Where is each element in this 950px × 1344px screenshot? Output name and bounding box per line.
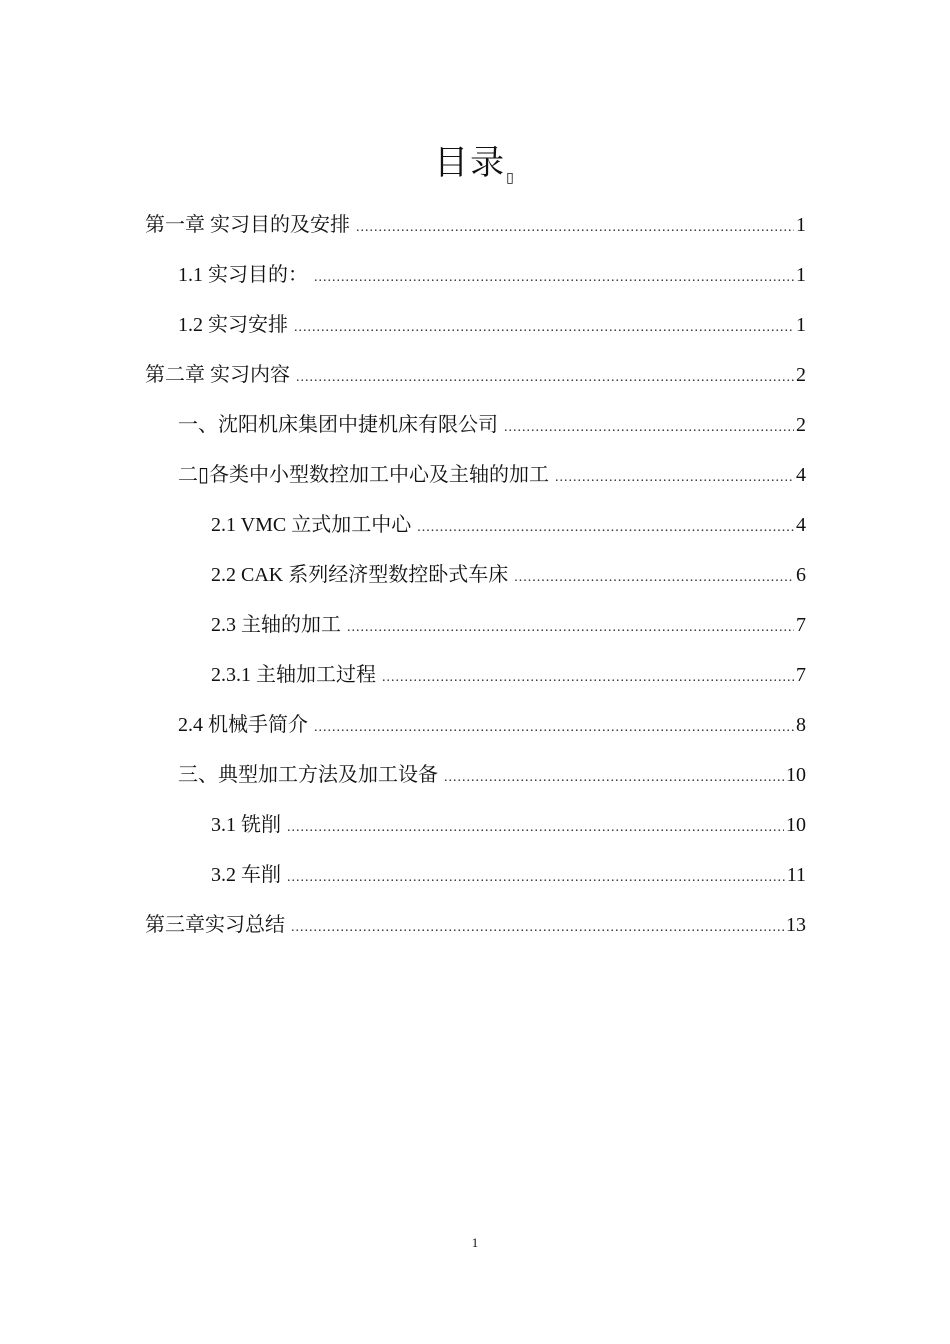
toc-entry-text: 2.1 VMC 立式加工中心 <box>211 514 412 536</box>
toc-dot-leader <box>294 303 794 353</box>
toc-entry-chapter-3[interactable] <box>145 900 806 950</box>
toc-entry-text: 第一章 实习目的及安排 <box>145 214 350 236</box>
toc-entry-2-3-1[interactable] <box>211 650 806 700</box>
toc-entry-page: 1 <box>796 264 806 286</box>
page-number: 1 <box>471 1235 479 1250</box>
toc-dot-leader <box>444 753 784 803</box>
toc-entry-text: 第二章 实习内容 <box>145 364 290 386</box>
toc-entry-text: 一、沈阳机床集团中捷机床有限公司 <box>178 414 498 436</box>
toc-dot-leader <box>514 553 794 603</box>
toc-dot-leader <box>314 253 794 303</box>
toc-entry-section-3[interactable] <box>178 750 806 800</box>
toc-dot-leader <box>314 703 794 753</box>
toc-entry-text: 2.3 主轴的加工 <box>211 614 341 636</box>
toc-title-text: 目录 <box>434 145 507 182</box>
toc-entry-1-1[interactable] <box>178 250 806 300</box>
toc-entry-page: 11 <box>786 864 806 886</box>
toc-entry-text: 二▯各类中小型数控加工中心及主轴的加工 <box>178 464 550 486</box>
toc-entry-3-2[interactable] <box>211 850 806 900</box>
toc-dot-leader <box>356 203 794 253</box>
toc-entry-page: 7 <box>796 664 806 686</box>
toc-entry-page: 2 <box>796 364 806 386</box>
toc-entry-page: 10 <box>786 764 806 786</box>
toc-dot-leader <box>347 603 794 653</box>
toc-dot-leader <box>287 803 784 853</box>
toc-entry-3-1[interactable] <box>211 800 806 850</box>
toc-entry-2-4[interactable] <box>178 700 806 750</box>
toc-entry-text: 2.3.1 主轴加工过程 <box>211 664 376 686</box>
toc-title <box>0 140 950 203</box>
toc-entry-page: 2 <box>796 414 806 436</box>
toc-entry-text: 第三章实习总结 <box>145 914 285 936</box>
toc-entry-1-2[interactable] <box>178 300 806 350</box>
toc-entry-page: 7 <box>796 614 806 636</box>
toc-entry-page: 8 <box>796 714 806 736</box>
toc-dot-leader <box>382 653 794 703</box>
toc-entry-text: 1.2 实习安排 <box>178 314 288 336</box>
toc-entry-text: 2.2 CAK 系列经济型数控卧式车床 <box>211 564 509 586</box>
toc-dot-leader <box>291 903 784 953</box>
toc-entry-page: 1 <box>796 214 806 236</box>
toc-entry-text: 3.2 车削 <box>211 864 281 886</box>
toc-entry-page: 1 <box>796 314 806 336</box>
toc-dot-leader <box>504 403 794 453</box>
toc-entry-section-2[interactable] <box>178 450 806 500</box>
toc-dot-leader <box>296 353 794 403</box>
toc-dot-leader <box>287 853 785 903</box>
toc-dot-leader <box>417 503 794 553</box>
toc-entry-text: 2.4 机械手简介 <box>178 714 308 736</box>
toc-entry-text: 三、典型加工方法及加工设备 <box>178 764 438 786</box>
toc-entry-chapter-2[interactable] <box>145 350 806 400</box>
toc-dot-leader <box>555 453 794 503</box>
toc-entry-2-2[interactable] <box>211 550 806 600</box>
toc-entry-page: 4 <box>796 464 806 486</box>
toc-title-mark: ▯ <box>506 171 516 186</box>
toc-entry-2-3[interactable] <box>211 600 806 650</box>
toc-entry-2-1[interactable] <box>211 500 806 550</box>
toc-entry-page: 13 <box>786 914 806 936</box>
toc-entry-text: 1.1 实习目的： <box>178 264 308 286</box>
toc-entry-page: 6 <box>796 564 806 586</box>
toc-entry-page: 4 <box>796 514 806 536</box>
toc-entry-page: 10 <box>786 814 806 836</box>
toc-entry-section-1[interactable] <box>178 400 806 450</box>
toc-entry-chapter-1[interactable] <box>145 200 806 250</box>
toc-entry-text: 3.1 铣削 <box>211 814 281 836</box>
